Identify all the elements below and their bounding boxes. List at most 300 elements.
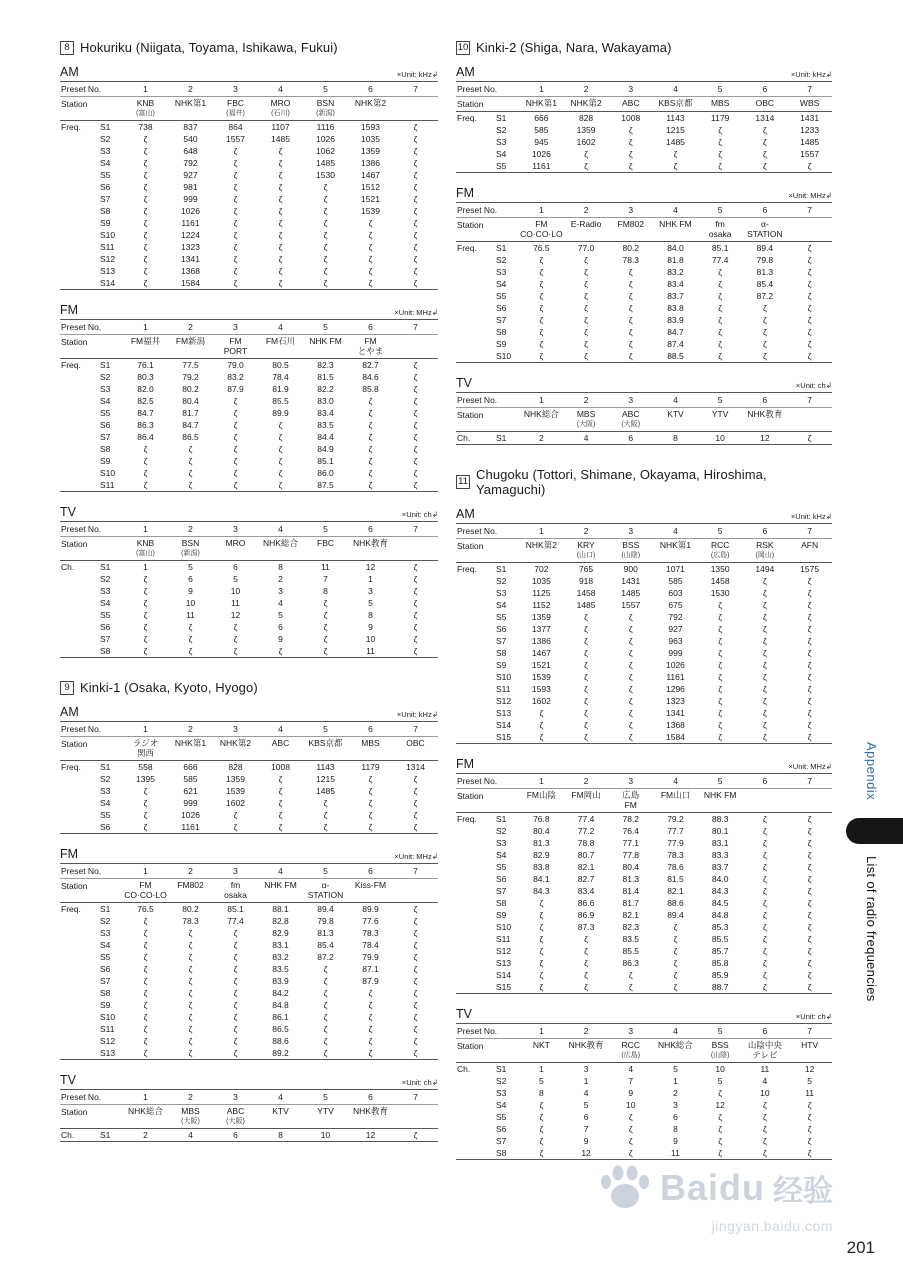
frequency-value: 585 <box>183 774 198 784</box>
frequency-value: ζ <box>807 1100 812 1110</box>
frequency-value: 1602 <box>531 696 551 706</box>
row-band-label <box>60 407 98 419</box>
watermark-logo-row <box>598 1163 833 1213</box>
frequency-value: 10 <box>365 634 376 644</box>
preset-memory-row <box>456 1087 832 1099</box>
preset-slot-label: S5 <box>100 610 111 620</box>
row-band-label <box>456 266 494 278</box>
preset-memory-row <box>60 963 438 975</box>
frequency-value: 864 <box>228 122 243 132</box>
frequency-value: 81.8 <box>667 255 684 265</box>
frequency-value: ζ <box>762 826 767 836</box>
frequency-value: 81.7 <box>622 898 640 908</box>
preset-number: 3 <box>608 82 653 97</box>
station-name: NHK総合 <box>519 408 564 432</box>
frequency-value: ζ <box>143 964 148 974</box>
frequency-value: 83.2 <box>227 372 244 382</box>
frequency-value: ζ <box>413 1012 418 1022</box>
station-label: Station <box>456 539 519 563</box>
frequency-value: 1521 <box>361 194 380 204</box>
row-band-label: Ch. <box>457 1064 471 1074</box>
preset-slot-label: S7 <box>100 194 111 204</box>
frequency-value: 6 <box>188 574 193 584</box>
frequency-value: ζ <box>584 934 588 944</box>
frequency-value: ζ <box>143 646 148 656</box>
preset-slot-label: S9 <box>100 1000 111 1010</box>
frequency-value: 1 <box>368 574 373 584</box>
frequency-value: 792 <box>183 158 198 168</box>
station-name: FBC (福井) <box>213 97 258 121</box>
frequency-value: 83.0 <box>317 396 334 406</box>
preset-memory-row <box>456 266 832 278</box>
frequency-value: 5 <box>233 574 238 584</box>
frequency-value: ζ <box>628 303 633 313</box>
station-name: YTV <box>698 408 743 432</box>
frequency-value: 76.8 <box>533 814 550 824</box>
frequency-value: 792 <box>668 612 683 622</box>
frequency-value: 2 <box>143 1130 148 1140</box>
frequency-value: ζ <box>143 976 148 986</box>
frequency-value: ζ <box>584 279 588 289</box>
station-name: NHK第2 <box>348 97 393 121</box>
band-block-am <box>456 507 832 744</box>
frequency-value: ζ <box>368 1048 373 1058</box>
frequency-value: 1161 <box>181 822 200 832</box>
frequency-value: ζ <box>413 242 418 252</box>
frequency-value: ζ <box>628 1112 633 1122</box>
frequency-value: 1557 <box>800 149 820 159</box>
frequency-value: 85.5 <box>272 396 289 406</box>
frequency-value: 89.4 <box>756 243 774 253</box>
row-band-label <box>456 338 494 350</box>
frequency-value: 10 <box>230 586 241 596</box>
frequency-value: 11 <box>366 646 375 656</box>
station-name: fm osaka <box>698 218 743 242</box>
preset-slot-label: S4 <box>496 279 507 289</box>
frequency-value: ζ <box>233 230 238 240</box>
frequency-value: ζ <box>718 161 723 171</box>
row-band-label <box>60 419 98 431</box>
frequency-value: ζ <box>807 648 812 658</box>
row-band-label <box>456 933 494 945</box>
frequency-value: ζ <box>188 964 193 974</box>
preset-slot-label: S5 <box>100 408 111 418</box>
frequency-value: ζ <box>807 255 812 265</box>
preset-slot-label: S6 <box>100 420 111 430</box>
preset-memory-row <box>60 359 438 372</box>
frequency-value: ζ <box>539 339 544 349</box>
station-name: NHK総合 <box>653 1039 698 1063</box>
frequency-value: 79.2 <box>667 814 684 824</box>
frequency-value: ζ <box>584 255 588 265</box>
frequency-value: ζ <box>584 636 588 646</box>
frequency-value: 1116 <box>316 122 335 132</box>
frequency-value: 80.7 <box>577 850 595 860</box>
frequency-value: 1485 <box>666 137 685 147</box>
frequency-value: ζ <box>368 254 373 264</box>
frequency-value: ζ <box>368 480 373 490</box>
preset-slot-label: S7 <box>496 886 507 896</box>
frequency-value: 87.2 <box>756 291 774 301</box>
frequency-value: ζ <box>673 958 678 968</box>
frequency-value: ζ <box>188 646 193 656</box>
preset-slot-label: S9 <box>100 218 111 228</box>
frequency-value: ζ <box>762 161 767 171</box>
preset-memory-row <box>60 609 438 621</box>
frequency-value: ζ <box>278 646 283 656</box>
frequency-value: ζ <box>278 822 283 832</box>
band-header <box>60 505 438 519</box>
row-band-label <box>456 707 494 719</box>
frequency-value: ζ <box>718 636 723 646</box>
frequency-value: 81.5 <box>317 372 334 382</box>
frequency-value: ζ <box>807 850 812 860</box>
frequency-value: ζ <box>413 1000 418 1010</box>
row-band-label <box>456 897 494 909</box>
frequency-value: ζ <box>762 732 767 742</box>
frequency-value: 837 <box>183 122 198 132</box>
frequency-value: 84.0 <box>711 874 729 884</box>
preset-slot-label: S2 <box>100 574 111 584</box>
station-name: NHK第2 <box>519 539 564 563</box>
preset-no-label: Preset No. <box>60 320 123 335</box>
frequency-value: 1359 <box>531 612 551 622</box>
row-band-label <box>456 647 494 659</box>
frequency-value: 3 <box>583 1064 589 1074</box>
frequency-value: ζ <box>539 291 544 301</box>
preset-number: 3 <box>213 864 258 879</box>
frequency-value: 80.1 <box>711 826 729 836</box>
frequency-value: 999 <box>668 648 683 658</box>
preset-no-label: Preset No. <box>456 1024 519 1039</box>
frequency-value: 1026 <box>181 206 200 216</box>
band-header <box>456 757 832 771</box>
frequency-value: ζ <box>323 976 328 986</box>
preset-number: 6 <box>348 722 393 737</box>
preset-row <box>456 393 832 408</box>
frequency-value: ζ <box>233 396 238 406</box>
row-band-label <box>456 290 494 302</box>
preset-number: 4 <box>258 722 303 737</box>
frequency-value: ζ <box>584 946 588 956</box>
frequency-value: ζ <box>278 254 283 264</box>
row-band-label <box>60 265 98 277</box>
watermark-site-url: jingyan.baidu.com <box>711 1218 833 1234</box>
frequency-value: 1 <box>583 1076 589 1086</box>
row-band-label <box>60 431 98 443</box>
preset-number: 3 <box>608 1024 653 1039</box>
preset-slot-label: S13 <box>100 1048 116 1058</box>
preset-row <box>60 320 438 335</box>
row-band-label <box>60 157 98 169</box>
frequency-value: ζ <box>628 267 633 277</box>
frequency-value: 78.3 <box>362 928 379 938</box>
frequency-value: 1458 <box>710 576 730 586</box>
frequency-value: ζ <box>413 952 418 962</box>
frequency-value: 927 <box>668 624 683 634</box>
frequency-value: ζ <box>628 125 633 135</box>
row-band-label: Ch. <box>457 433 471 443</box>
preset-slot-label: S12 <box>496 946 512 956</box>
frequency-value: ζ <box>762 720 767 730</box>
preset-memory-row <box>456 623 832 635</box>
frequency-value: 3 <box>278 586 283 596</box>
preset-memory-row <box>60 1047 438 1060</box>
frequency-value: ζ <box>413 774 418 784</box>
row-band-label <box>60 987 98 999</box>
frequency-value: 85.4 <box>317 940 334 950</box>
row-band-label <box>456 587 494 599</box>
frequency-value: ζ <box>718 1124 723 1134</box>
frequency-value: ζ <box>718 708 723 718</box>
frequency-value: 85.1 <box>317 456 334 466</box>
frequency-value: ζ <box>539 279 544 289</box>
frequency-value: ζ <box>368 396 373 406</box>
preset-memory-row <box>60 407 438 419</box>
frequency-value: ζ <box>628 684 633 694</box>
preset-slot-label: S14 <box>496 970 512 980</box>
frequency-value: 1152 <box>532 600 551 610</box>
preset-slot-label: S1 <box>496 1064 507 1074</box>
frequency-value: ζ <box>368 278 373 288</box>
frequency-value: 86.1 <box>272 1012 289 1022</box>
row-band-label: Freq. <box>457 113 477 123</box>
row-band-label <box>60 573 98 585</box>
preset-number: 3 <box>608 393 653 408</box>
frequency-value: ζ <box>278 218 283 228</box>
frequency-value: 10 <box>320 1130 331 1140</box>
frequency-value: ζ <box>278 146 283 156</box>
preset-number: 4 <box>258 1090 303 1105</box>
frequency-value: ζ <box>368 988 373 998</box>
frequency-value: ζ <box>673 149 678 159</box>
frequency-value: 765 <box>578 564 594 574</box>
frequency-value: 1485 <box>576 600 596 610</box>
frequency-value: ζ <box>143 266 148 276</box>
frequency-value: ζ <box>278 786 283 796</box>
frequency-value: ζ <box>188 1012 193 1022</box>
frequency-value: ζ <box>539 1136 544 1146</box>
frequency-value: 86.9 <box>577 910 595 920</box>
frequency-value: ζ <box>233 810 238 820</box>
row-band-label <box>60 241 98 253</box>
frequency-value: ζ <box>368 456 373 466</box>
band-block-am <box>60 705 438 834</box>
station-row <box>456 218 832 242</box>
frequency-value: ζ <box>628 672 633 682</box>
frequency-value: 84.7 <box>667 327 684 337</box>
frequency-value: 87.9 <box>362 976 379 986</box>
frequency-value: 1557 <box>621 600 641 610</box>
preset-number: 3 <box>213 1090 258 1105</box>
frequency-value: ζ <box>762 672 767 682</box>
station-name: HTV <box>787 1039 832 1063</box>
frequency-value: ζ <box>628 708 633 718</box>
frequency-value: ζ <box>762 624 767 634</box>
preset-slot-label: S8 <box>496 1148 507 1158</box>
frequency-value: 77.8 <box>622 850 640 860</box>
frequency-value: ζ <box>368 432 373 442</box>
frequency-value: ζ <box>584 327 588 337</box>
preset-slot-label: S6 <box>100 622 111 632</box>
frequency-value: ζ <box>807 934 812 944</box>
frequency-value: 76.5 <box>137 904 154 914</box>
frequency-value: ζ <box>718 149 723 159</box>
preset-slot-label: S5 <box>100 170 111 180</box>
station-name: NKT <box>519 1039 564 1063</box>
preset-slot-label: S2 <box>100 774 111 784</box>
frequency-value: ζ <box>807 1136 812 1146</box>
frequency-value: 87.4 <box>667 339 684 349</box>
frequency-value: ζ <box>807 838 812 848</box>
preset-row <box>456 82 832 97</box>
band-label: TV <box>456 1007 472 1021</box>
row-band-label <box>456 969 494 981</box>
frequency-value: ζ <box>539 910 544 920</box>
frequency-value: ζ <box>762 1100 767 1110</box>
frequency-value: 1593 <box>531 684 551 694</box>
frequency-value: 1071 <box>666 564 685 574</box>
frequency-value: 76.4 <box>622 826 640 836</box>
frequency-value: 1296 <box>666 684 685 694</box>
frequency-value: ζ <box>807 898 812 908</box>
frequency-value: 1125 <box>532 588 551 598</box>
frequency-value: 82.1 <box>577 862 595 872</box>
preset-memory-row <box>60 939 438 951</box>
frequency-value: ζ <box>539 922 544 932</box>
frequency-value: 78.3 <box>667 850 684 860</box>
station-name: NHK教育 <box>348 537 393 561</box>
frequency-value: 87.1 <box>362 964 379 974</box>
preset-memory-row <box>456 981 832 994</box>
preset-memory-row <box>60 181 438 193</box>
frequency-value: 1467 <box>531 648 551 658</box>
preset-slot-label: S8 <box>496 327 507 337</box>
preset-slot-label: S5 <box>100 952 111 962</box>
frequency-value: ζ <box>584 149 588 159</box>
frequency-value: 88.3 <box>711 814 729 824</box>
frequency-value: ζ <box>413 420 418 430</box>
frequency-value: ζ <box>368 420 373 430</box>
row-band-label <box>60 145 98 157</box>
frequency-value: ζ <box>413 408 418 418</box>
frequency-value: ζ <box>368 266 373 276</box>
frequency-value: 12 <box>581 1148 591 1158</box>
preset-memory-row <box>60 903 438 916</box>
preset-memory-row <box>456 290 832 302</box>
preset-number: 5 <box>698 393 743 408</box>
row-band-label <box>60 205 98 217</box>
preset-slot-label: S6 <box>496 874 507 884</box>
frequency-value: ζ <box>413 964 418 974</box>
frequency-value: 1341 <box>666 708 685 718</box>
frequency-value: ζ <box>413 634 418 644</box>
station-name: RSK (岡山) <box>743 539 788 563</box>
row-band-label <box>456 695 494 707</box>
preset-number: 7 <box>393 864 438 879</box>
frequency-value: ζ <box>278 774 283 784</box>
frequency-value: ζ <box>807 874 812 884</box>
frequency-value: 1368 <box>181 266 200 276</box>
frequency-value: 1359 <box>226 774 245 784</box>
frequency-value: 84.3 <box>533 886 550 896</box>
station-name: ラジオ 関西 <box>123 737 168 761</box>
frequency-value: ζ <box>539 982 544 992</box>
station-name: ABC (大阪) <box>213 1105 258 1129</box>
frequency-value: 86.0 <box>317 468 334 478</box>
frequency-value: 10 <box>715 433 725 443</box>
preset-memory-row <box>456 1111 832 1123</box>
preset-memory-row <box>456 825 832 837</box>
station-name: FM CO·CO·LO <box>123 879 168 903</box>
band-block-fm <box>456 186 832 363</box>
preset-memory-row <box>456 563 832 576</box>
row-band-label <box>456 148 494 160</box>
frequency-value: 82.1 <box>667 886 684 896</box>
frequency-table <box>456 773 832 994</box>
chapter-title: List of radio frequencies <box>864 856 879 1002</box>
frequency-value: 85.1 <box>227 904 244 914</box>
frequency-value: 77.4 <box>711 255 729 265</box>
frequency-value: 1314 <box>406 762 425 772</box>
frequency-value: ζ <box>143 928 148 938</box>
frequency-value: ζ <box>368 242 373 252</box>
frequency-value: ζ <box>584 315 588 325</box>
row-band-label <box>456 1135 494 1147</box>
frequency-value: 1377 <box>531 624 551 634</box>
frequency-value: ζ <box>807 291 812 301</box>
frequency-value: 1512 <box>361 182 380 192</box>
frequency-value: 585 <box>668 576 683 586</box>
station-name: FM福井 <box>123 335 168 359</box>
frequency-value: ζ <box>718 279 723 289</box>
station-name: FM とやま <box>348 335 393 359</box>
frequency-value: ζ <box>413 480 418 490</box>
preset-memory-row <box>60 809 438 821</box>
preset-memory-row <box>60 157 438 169</box>
frequency-value: ζ <box>413 468 418 478</box>
frequency-value: ζ <box>807 696 812 706</box>
frequency-value: 558 <box>138 762 153 772</box>
frequency-value: ζ <box>368 1000 373 1010</box>
frequency-value: 828 <box>228 762 243 772</box>
row-band-label <box>60 169 98 181</box>
station-row <box>456 408 832 432</box>
frequency-value: 80.4 <box>533 826 550 836</box>
frequency-value: ζ <box>807 588 812 598</box>
frequency-value: ζ <box>718 648 723 658</box>
preset-memory-row <box>456 707 832 719</box>
station-row <box>456 97 832 112</box>
preset-number: 1 <box>123 522 168 537</box>
station-name: Kiss-FM <box>348 879 393 903</box>
station-label: Station <box>456 218 519 242</box>
preset-memory-row <box>60 193 438 205</box>
frequency-value: 1359 <box>361 146 380 156</box>
frequency-value: ζ <box>143 786 148 796</box>
preset-slot-label: S11 <box>100 242 115 252</box>
preset-number: 5 <box>303 722 348 737</box>
section-header <box>60 40 438 55</box>
frequency-value: 80.4 <box>182 396 199 406</box>
frequency-value: 1530 <box>710 588 730 598</box>
preset-slot-label: S9 <box>100 456 111 466</box>
frequency-value: 76.1 <box>137 360 154 370</box>
frequency-value: ζ <box>368 230 373 240</box>
frequency-value: ζ <box>323 810 328 820</box>
preset-number: 2 <box>168 82 213 97</box>
row-band-label <box>456 599 494 611</box>
